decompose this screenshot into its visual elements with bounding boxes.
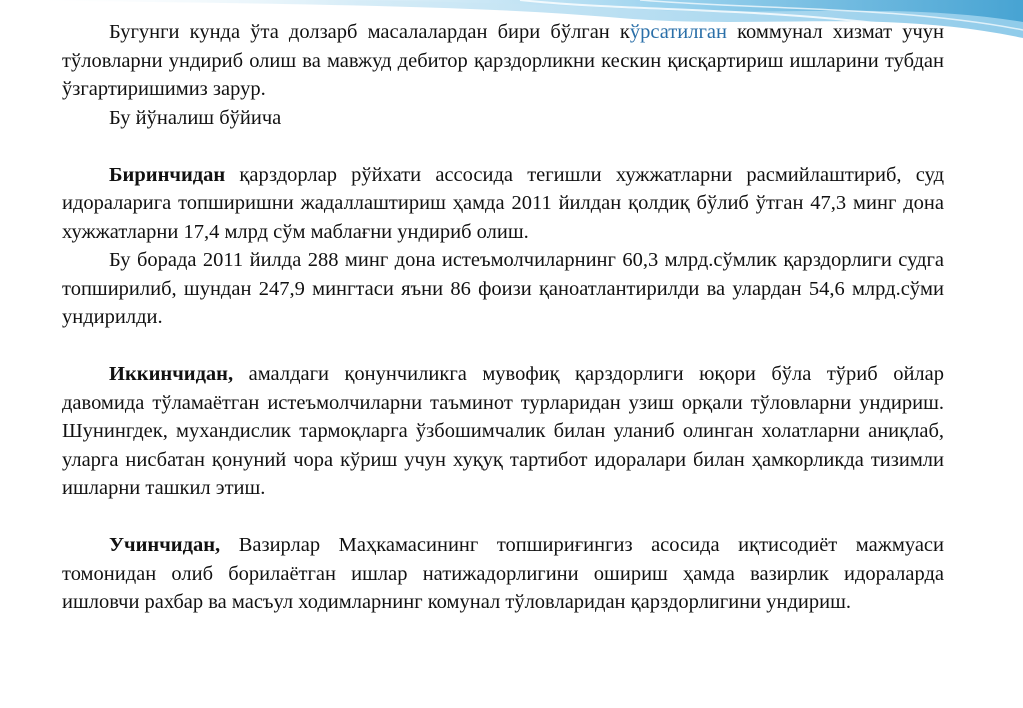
- spacer: [62, 132, 944, 161]
- paragraph-second: [62, 360, 944, 503]
- paragraph-details-2011: [62, 246, 944, 332]
- first-lead: Биринчидан: [109, 163, 226, 186]
- paragraph-third: [62, 531, 944, 617]
- paragraph-intro: [62, 18, 944, 104]
- second-text: амалдаги қонунчиликга мувофиқ қарздорлиги юқори бўла тўриб ойлар давомида тўламаётган истеъмолчиларни таъминот турларидан узиш орқали тўловларни ундириш. Шунингдек, мухандислик тармоқларга ўзбошимчалик билан уланиб олинган холатларни аниқлаб, уларга нисбатан қонуний чора кўриш учун хуқуқ тартибот идоралари билан ҳамкорликда тизимли ишларни ташкил этиш.: [62, 363, 944, 499]
- second-lead: Иккинчидан,: [109, 363, 234, 385]
- spacer: [62, 503, 944, 532]
- intro-highlighted-word: ўрсатилган: [629, 21, 727, 43]
- third-text: Вазирлар Маҳкамасининг топшириғингиз асосида иқтисодиёт мажмуаси томонидан олиб борилаётган ишлар натижадорлигини ошириш ҳамда вазирлик идораларда ишловчи рахбар ва масъул ходимларнинг комунал тўловларидан қарздорлигини ундириш.: [62, 534, 944, 613]
- third-lead: Учинчидан,: [109, 534, 221, 556]
- intro-text-end: коммунал хизмат учун тўловларни ундириб олиш ва мавжуд дебитор қарздорликни кескин қисқартириш ишларини тубдан ўзгартиришимиз зарур.: [62, 21, 945, 100]
- intro-text-start: Бугунги кунда ўта долзарб масалалардан бири бўлган к: [109, 21, 630, 43]
- direction-text: Бу йўналиш бўйича: [109, 106, 282, 129]
- paragraph-first: [62, 161, 944, 247]
- paragraph-direction: [62, 104, 944, 133]
- details-2011-text: Бу борада 2011 йилда 288 минг дона истеъмолчиларнинг 60,3 млрд.сўмлик қарздорлиги судга топширилиб, шундан 247,9 мингтаси яъни 86 фоизи қаноатлантирилди ва улардан 54,6 млрд.сўми ундирилди.: [62, 249, 944, 328]
- spacer: [62, 332, 944, 361]
- document-body: [62, 18, 944, 617]
- first-text: қарздорлар рўйхати ассосида тегишли хужжатларни расмийлаштириб, суд идораларига топширишни жадаллаштириш ҳамда 2011 йилдан қолдиқ бўлиб ўтган 47,3 минг дона хужжатларни 17,4 млрд сўм маблағни ундириб олиш.: [62, 163, 944, 243]
